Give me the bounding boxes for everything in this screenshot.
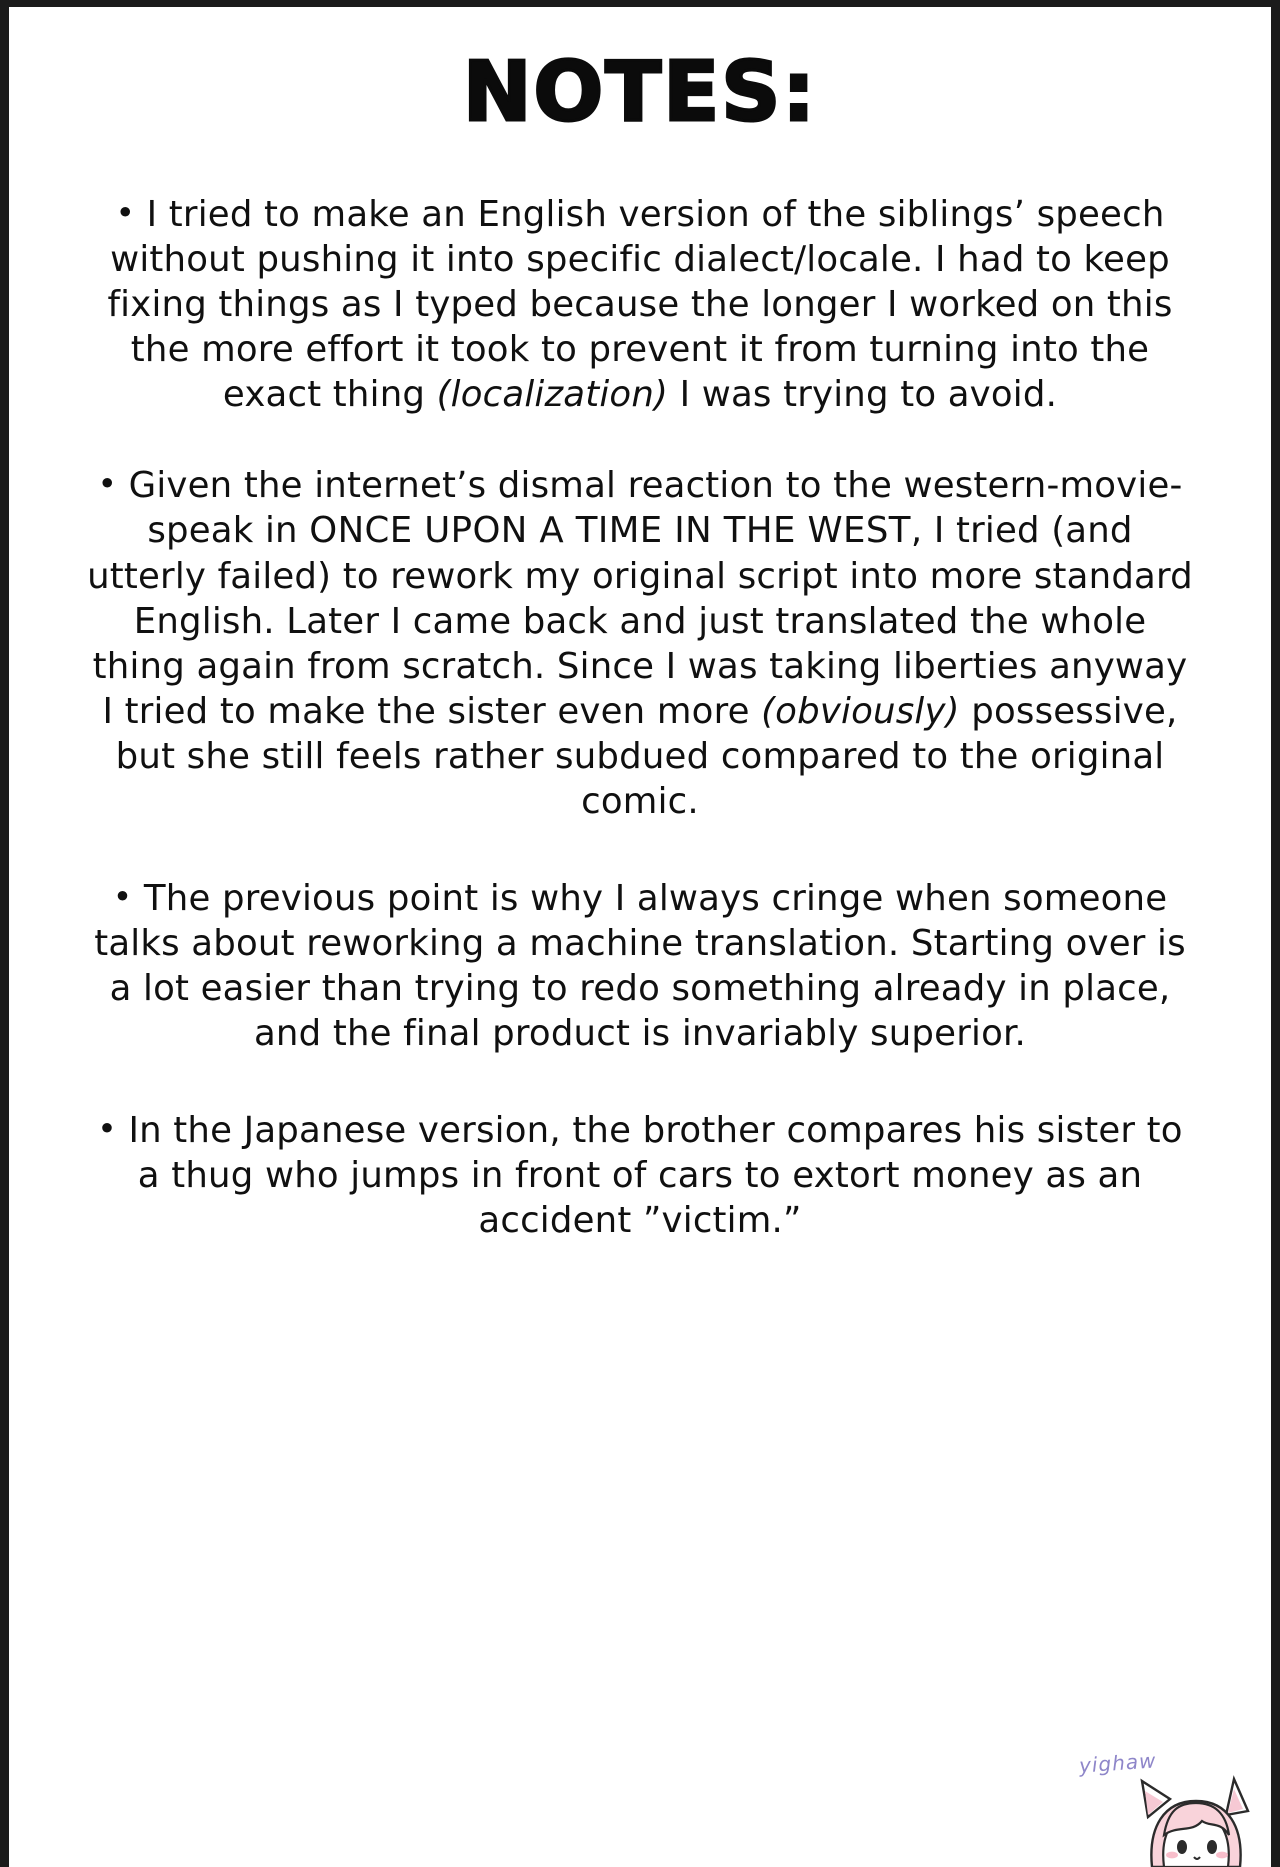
artist-signature: yighaw xyxy=(1077,1748,1157,1778)
list-item: • In the Japanese version, the brother compares his sister to a thug who jumps in front of cars to extort money as an accident ”victim.” xyxy=(97,1109,1183,1242)
chibi-mascot-icon xyxy=(1130,1755,1262,1867)
list-item: • Given the internet’s dismal reaction to the western-movie-speak in ONCE UPON A TIME IN THE WEST, I tried (and utterly failed) to rework my original script into more standard English. Later I came back and just translated the whole thing again from scratch. Since I was taking liberties anyway I tried to make the sister even more (obviously) possessive, but she still feels rather subdued compared to the original comic. xyxy=(87,464,1193,822)
list-item: • I tried to make an English version of the siblings’ speech without pushing it into specific dialect/locale. I had to keep fixing things as I typed because the longer I worked on this the more effort it took to prevent it from turning into the exact thing (localization) I was trying to avoid. xyxy=(107,193,1173,416)
page-title: NOTES: xyxy=(462,45,818,140)
list-item: • The previous point is why I always cringe when someone talks about reworking a machine translation. Starting over is a lot easier than trying to redo something already in place, and the final product is invariably superior. xyxy=(94,877,1186,1055)
notes-list xyxy=(34,192,1246,1244)
